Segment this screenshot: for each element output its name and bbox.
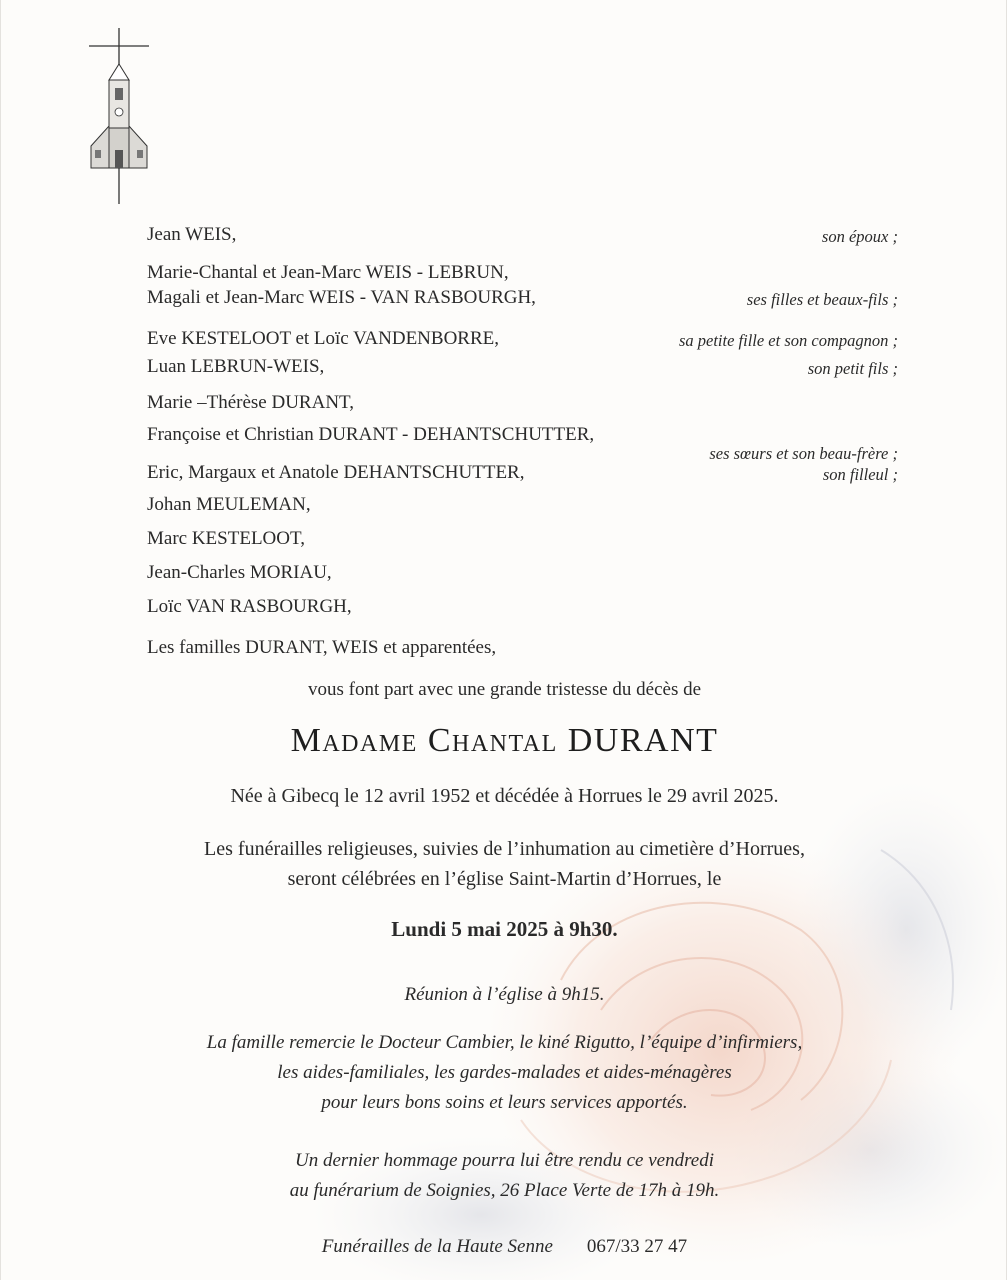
funeral-date: Lundi 5 mai 2025 à 9h30. bbox=[391, 917, 618, 941]
homage-line: Un dernier hommage pourra lui être rendu ce vendredi bbox=[295, 1150, 714, 1171]
relation-label: ses sœurs et son beau-frère ; bbox=[709, 444, 898, 463]
funeral-line: seront célébrées en l’église Saint-Martin d’Horrues, le bbox=[287, 868, 722, 890]
reunion-note: Réunion à l’église à 9h15. bbox=[404, 984, 605, 1005]
phone-number: 067/33 27 47 bbox=[586, 1236, 688, 1257]
family-member: Luan LEBRUN-WEIS, bbox=[147, 356, 325, 377]
funeral-company: Funérailles de la Haute Senne bbox=[321, 1236, 553, 1257]
thanks-line: pour leurs bons soins et leurs services apportés. bbox=[321, 1092, 688, 1113]
family-member: Jean-Charles MORIAU, bbox=[147, 562, 332, 583]
thanks-line: les aides-familiales, les gardes-malades et aides-ménagères bbox=[277, 1062, 732, 1083]
family-member: Marie –Thérèse DURANT, bbox=[147, 392, 354, 413]
family-member: Marc KESTELOOT, bbox=[147, 528, 305, 549]
family-member: Eve KESTELOOT et Loïc VANDENBORRE, bbox=[147, 328, 500, 349]
family-member: Marie-Chantal et Jean-Marc WEIS - LEBRUN, bbox=[147, 262, 509, 283]
relation-label: son petit fils ; bbox=[807, 359, 898, 378]
relation-label: son filleul ; bbox=[822, 465, 898, 484]
deceased-name: Madame Chantal DURANT bbox=[290, 722, 719, 759]
family-member: Loïc VAN RASBOURGH, bbox=[147, 596, 352, 617]
footer bbox=[1, 1236, 1007, 1258]
family-member: Les familles DURANT, WEIS et apparentées, bbox=[147, 637, 497, 658]
relation-label: son époux ; bbox=[821, 227, 898, 246]
thanks-line: La famille remercie le Docteur Cambier, le kiné Rigutto, l’équipe d’infirmiers, bbox=[206, 1032, 803, 1053]
family-member: Eric, Margaux et Anatole DEHANTSCHUTTER, bbox=[147, 462, 525, 483]
relation-label: sa petite fille et son compagnon ; bbox=[678, 331, 898, 350]
homage-line: au funérarium de Soignies, 26 Place Verte de 17h à 19h. bbox=[289, 1180, 720, 1201]
announcement: vous font part avec une grande tristesse du décès de bbox=[307, 679, 702, 700]
church-icon bbox=[87, 28, 151, 204]
family-member: Françoise et Christian DURANT - DEHANTSCHUTTER, bbox=[147, 424, 595, 445]
family-member: Magali et Jean-Marc WEIS - VAN RASBOURGH, bbox=[147, 287, 536, 308]
birth-death: Née à Gibecq le 12 avril 1952 et décédée à Horrues le 29 avril 2025. bbox=[230, 785, 779, 807]
family-member: Johan MEULEMAN, bbox=[147, 494, 311, 515]
funeral-line: Les funérailles religieuses, suivies de l’inhumation au cimetière d’Horrues, bbox=[204, 838, 805, 860]
relation-label: ses filles et beaux-fils ; bbox=[746, 290, 898, 309]
family-member: Jean WEIS, bbox=[147, 224, 237, 245]
